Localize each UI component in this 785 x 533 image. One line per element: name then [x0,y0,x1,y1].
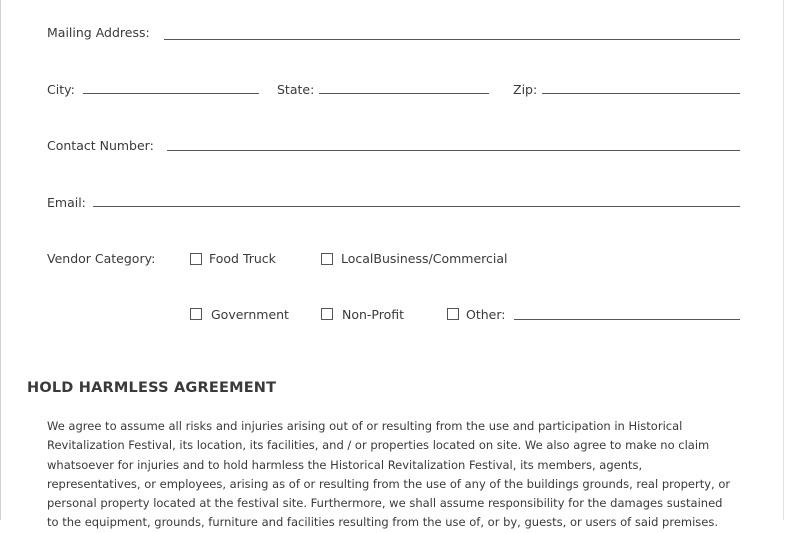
zip-label: Zip: [513,82,538,97]
agreement-line: We agree to assume all risks and injuries arising out of or resulting from the use and participation in Historical [47,419,683,433]
agreement-line: Revitalization Festival, its location, its facilities, and / or properties located on site. We also agree to make no claim [47,438,710,453]
other-field[interactable] [514,319,740,320]
non-profit-checkbox[interactable] [321,308,333,320]
state-label: State: [277,82,315,97]
contact-number-label: Contact Number: [47,138,154,153]
agreement-paragraph [47,417,747,533]
city-label: City: [47,82,75,97]
non-profit-label: Non-Profit [342,307,405,322]
government-label: Government [211,307,289,322]
email-field[interactable] [93,206,740,207]
state-field[interactable] [319,93,489,94]
local-business-checkbox[interactable] [321,253,333,265]
vendor-category-label: Vendor Category: [47,251,156,266]
food-truck-checkbox[interactable] [190,253,202,265]
agreement-line: representatives, or employees, arising as of or resulting from the use of any of the buildings grounds, real property, or [47,476,731,491]
other-checkbox[interactable] [447,308,459,320]
zip-field[interactable] [542,93,740,94]
contact-number-field[interactable] [167,150,740,151]
agreement-line: to the equipment, grounds, furniture and facilities resulting from the use of, or by, guests, or users of said premises. [47,515,719,530]
agreement-line: whatsoever for injuries and to hold harmless the Historical Revitalization Festival, its members, agents, [47,457,643,472]
city-field[interactable] [83,93,259,94]
other-label: Other: [466,307,506,322]
mailing-address-label: Mailing Address: [47,25,150,40]
hold-harmless-heading: HOLD HARMLESS AGREEMENT [27,380,277,396]
food-truck-label: Food Truck [209,251,276,266]
government-checkbox[interactable] [190,308,202,320]
local-business-label: LocalBusiness/Commercial [341,251,508,266]
email-label: Email: [47,195,86,210]
mailing-address-field[interactable] [164,39,740,40]
agreement-line: personal property located at the festival site. Furthermore, we shall assume responsibility for the damages sustained [47,496,723,511]
